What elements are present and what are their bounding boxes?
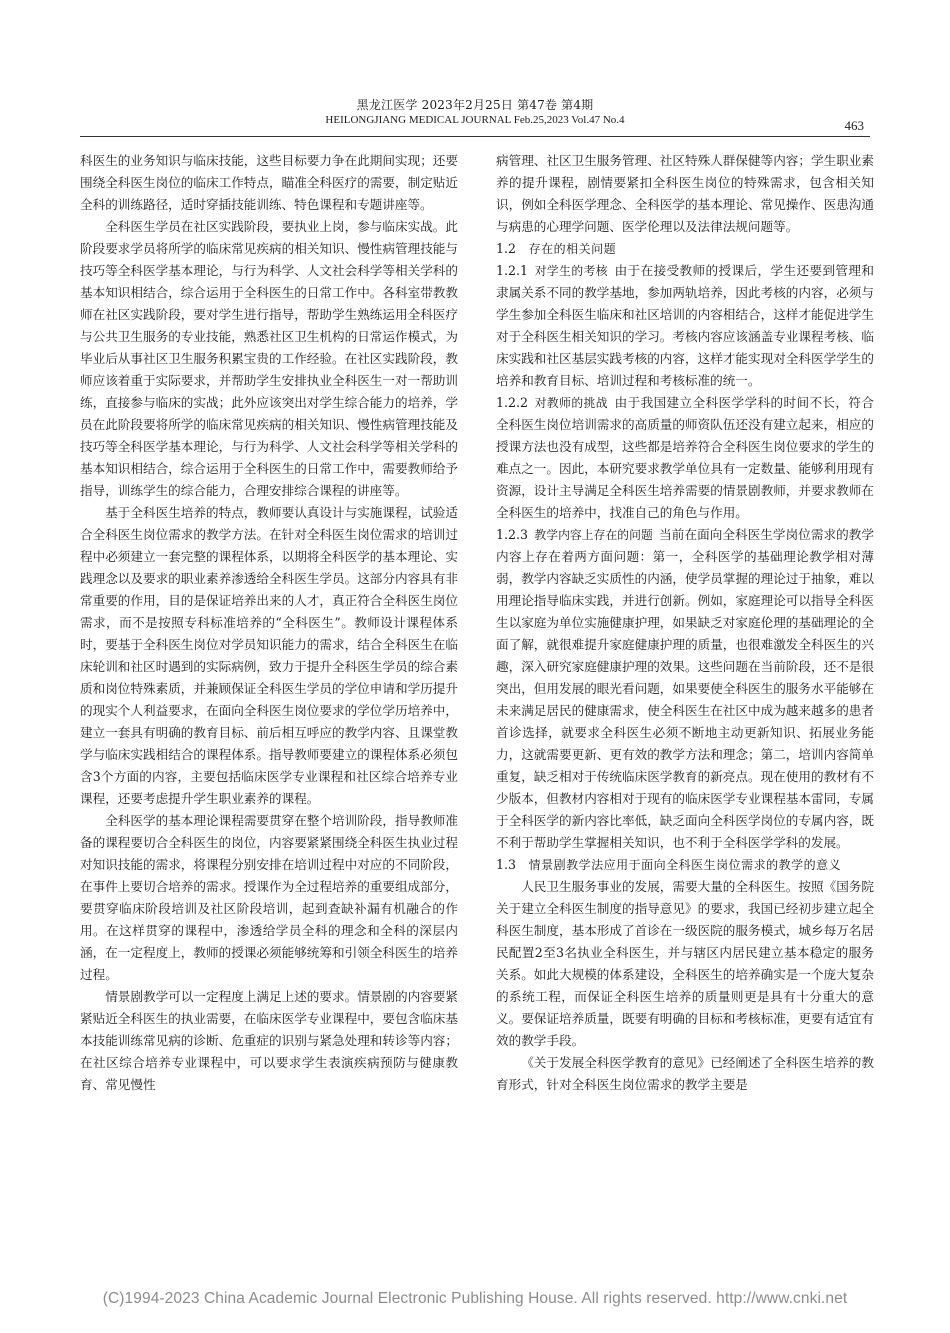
left-paragraph: 基于全科医生培养的特点，教师要认真设计与实施课程，试验适合全科医生岗位需求的教学方法。在针对全科医生岗位需求的培训过程中必须建立一套完整的课程体系，以期将全科医学的基本理论、实践理念以及要求的职业素养渗透给全科医生学员。这部分内容具有非常重要的作用，目的是保证培养出来的人才，真正符合全科医生岗位需求，而不是按照专科标准培养的“全科医生”。教师设计课程体系时，要基于全科医生岗位对学员知识能力的需求，结合全科医生在临床轮训和社区时遇到的实际病例，致力于提升全科医生学员的综合素质和岗位特殊素质，并兼顾保证全科医生学员的学位申请和学历提升的现实个人利益要求，在面向全科医生岗位要求的学位学历培养中，建立一套具有明确的教育目标、前后相互呼应的教学内容、且课堂教学与临床实践相结合的课程体系。指导教师要建立的课程体系必须包含3个方面的内容，主要包括临床医学专业课程和社区综合培养专业课程，还要考虑提升学生职业素养的课程。 <box>80 505 458 806</box>
subsection-number: 1.2.3 <box>496 527 529 542</box>
right-column <box>496 150 874 1250</box>
subsection-text: 由于在接受教师的授课后，学生还要到管理和隶属关系不同的教学基地，参加两轨培养，因此考核的内容，必须与学生参加全科医生临床和社区培训的内容相结合，这样才能促进学生对于全科医生相关知识的学习。考核内容应该涵盖专业课程考核、临床实践和社区基层实践考核的内容，这样才能实现对全科医学学生的培养和教育目标、培训过程和考核标准的统一。 <box>496 263 874 388</box>
subsection-paragraph <box>496 392 874 524</box>
left-column <box>80 150 458 1250</box>
section-title: 情景剧教学法应用于面向全科医生岗位需求的教学的意义 <box>528 858 842 872</box>
subsection-paragraph <box>496 524 874 854</box>
journal-header-cn: 黑龙江医学 2023年2月25日 第47卷 第4期 <box>356 98 594 112</box>
right-paragraph: 人民卫生服务事业的发展，需要大量的全科医生。按照《国务院关于建立全科医生制度的指导意见》的要求，我国已经初步建立起全科医生制度，基本形成了首诊在一级医院的服务模式，城乡每万名居民配置2至3名执业全科医生，并与辖区内居民建立基本稳定的服务关系。如此大规模的体系建设，全科医生的培养确实是一个庞大复杂的系统工程，而保证全科医生培养的质量则更是具有十分重大的意义。要保证培养质量，既要有明确的目标和考核标准，更要有适宜有效的教学手段。 <box>496 879 874 1048</box>
section-heading <box>496 854 874 876</box>
section-heading <box>496 238 874 260</box>
left-paragraph: 全科医生学员在社区实践阶段，要执业上岗，参与临床实战。此阶段要求学员将所学的临床常见疾病的相关知识、慢性病管理技能与技巧等全科医学基本理论，与行为科学、人文社会科学等相关学科的基本知识相结合，综合运用于全科医生的日常工作中。各科室带教教师在社区实践阶段，要对学生进行指导，帮助学生熟练运用全科医疗与公共卫生服务的专业技能，熟悉社区卫生机构的日常运作模式，为毕业后从事社区卫生服务积累宝贵的工作经验。在社区实践阶段，教师应该着重于实际要求，并帮助学生安排执业全科医生一对一帮助训练，直接参与临床的实战；此外应该突出对学生综合能力的培养，学员在此阶段要将所学的临床常见疾病的相关知识、慢性病管理技能及技巧等全科医学基本理论，与行为科学、人文社会科学等相关学科的基本知识相结合，综合运用于全科医生的日常工作中，需要教师给予指导，训练学生的综合能力，合理安排综合课程的讲座等。 <box>80 219 458 498</box>
section-number: 1.2 <box>496 241 517 256</box>
page-number: 463 <box>844 118 864 133</box>
journal-header-en: HEILONGJIANG MEDICAL JOURNAL Feb.25,2023 Vol.47 No.4 <box>325 114 625 126</box>
subsection-title: 对教师的挑战 <box>534 396 608 410</box>
subsection-title: 对学生的考核 <box>534 264 608 278</box>
subsection-title: 教学内容上存在的问题 <box>534 528 653 542</box>
left-paragraph: 全科医学的基本理论课程需要贯穿在整个培训阶段，指导教师准备的课程要切合全科医生的岗位，内容要紧紧围绕全科医生执业过程对知识技能的需求，将课程分别安排在培训过程中对应的不同阶段，在事件上要切合培养的需求。授课作为全过程培养的重要组成部分，要贯穿临床阶段培训及社区阶段培训，起到查缺补漏有机融合的作用。在这样贯穿的课程中，渗透给学员全科的理念和全科的深层内涵，在一定程度上，教师的授课必须能够统筹和引领全科医生的培养过程。 <box>80 813 458 982</box>
left-paragraph: 情景剧教学可以一定程度上满足上述的要求。情景剧的内容要紧紧贴近全科医生的执业需要，在临床医学专业课程中，要包含临床基本技能训练常见病的诊断、危重症的识别与紧急处理和转诊等内容；在社区综合培养专业课程中，可以要求学生表演疾病预防与健康教育、常见慢性 <box>80 989 458 1092</box>
copyright-footer: (C)1994-2023 China Academic Journal Electronic Publishing House. All rights reserved. http://www.cnki.net <box>102 1290 848 1307</box>
right-paragraph: 《关于发展全科医学教育的意见》已经阐述了全科医生培养的教育形式，针对全科医生岗位需求的教学主要是 <box>496 1055 874 1092</box>
header-rule <box>80 136 870 137</box>
running-header <box>80 92 870 136</box>
section-number: 1.3 <box>496 857 517 872</box>
subsection-text: 由于我国建立全科医学学科的时间不长，符合全科医生岗位培训需求的高质量的师资队伍还没有建立起来，相应的授课方法也没有成型，这些都是培养符合全科医生岗位要求的学生的难点之一。因此，本研究要求教学单位具有一定数量、能够利用现有资源，设计主导满足全科医生培养需要的情景剧教师，并要求教师在全科医生的培养中，找准自己的角色与作用。 <box>496 395 874 520</box>
section-title: 存在的相关问题 <box>528 242 617 256</box>
subsection-text: 当前在面向全科医生学岗位需求的教学内容上存在着两方面问题：第一，全科医学的基础理论教学相对薄弱，教学内容缺乏实质性的内涵，使学员掌握的理论过于抽象，难以用理论指导临床实践，并进行创新。例如，家庭理论可以指导全科医生以家庭为单位实施健康护理，如果缺乏对家庭伦理的基础理论的全面了解，就很难提升家庭健康护理的质量，也很难激发全科医生的兴趣，深入研究家庭健康护理的效果。这些问题在当前阶段，还不是很突出，但用发展的眼光看问题，如果要使全科医生的服务水平能够在未来满足居民的健康需求，使全科医生在社区中成为越来越多的患者首诊选择，就要求全科医生必须不断地主动更新知识、拓展业务能力，这就需要更新、更有效的教学方法和理念；第二，培训内容简单重复，缺乏相对于传统临床医学教育的新亮点。现在使用的教材有不少版本，但教材内容相对于现有的临床医学专业课程基本雷同，专属于全科医学的新内容比率低，缺乏面向全科医学岗位的专属内容，既不利于帮助学生掌握相关知识，也不利于全科医学学科的发展。 <box>496 527 874 850</box>
right-paragraph: 病管理、社区卫生服务管理、社区特殊人群保健等内容；学生职业素养的提升课程，剧情要紧扣全科医生岗位的特殊需求，包含相关知识，例如全科医学理念、全科医学的基本理论、常见操作、医患沟通与病患的心理学问题、医学伦理以及法律法规问题等。 <box>496 153 874 234</box>
subsection-number: 1.2.1 <box>496 263 529 278</box>
left-paragraph: 科医生的业务知识与临床技能，这些目标要力争在此期间实现；还要围绕全科医生岗位的临床工作特点，瞄准全科医疗的需要，制定贴近全科的训练路径，适时穿插技能训练、特色课程和专题讲座等。 <box>80 153 458 212</box>
subsection-number: 1.2.2 <box>496 395 529 410</box>
subsection-paragraph <box>496 260 874 392</box>
